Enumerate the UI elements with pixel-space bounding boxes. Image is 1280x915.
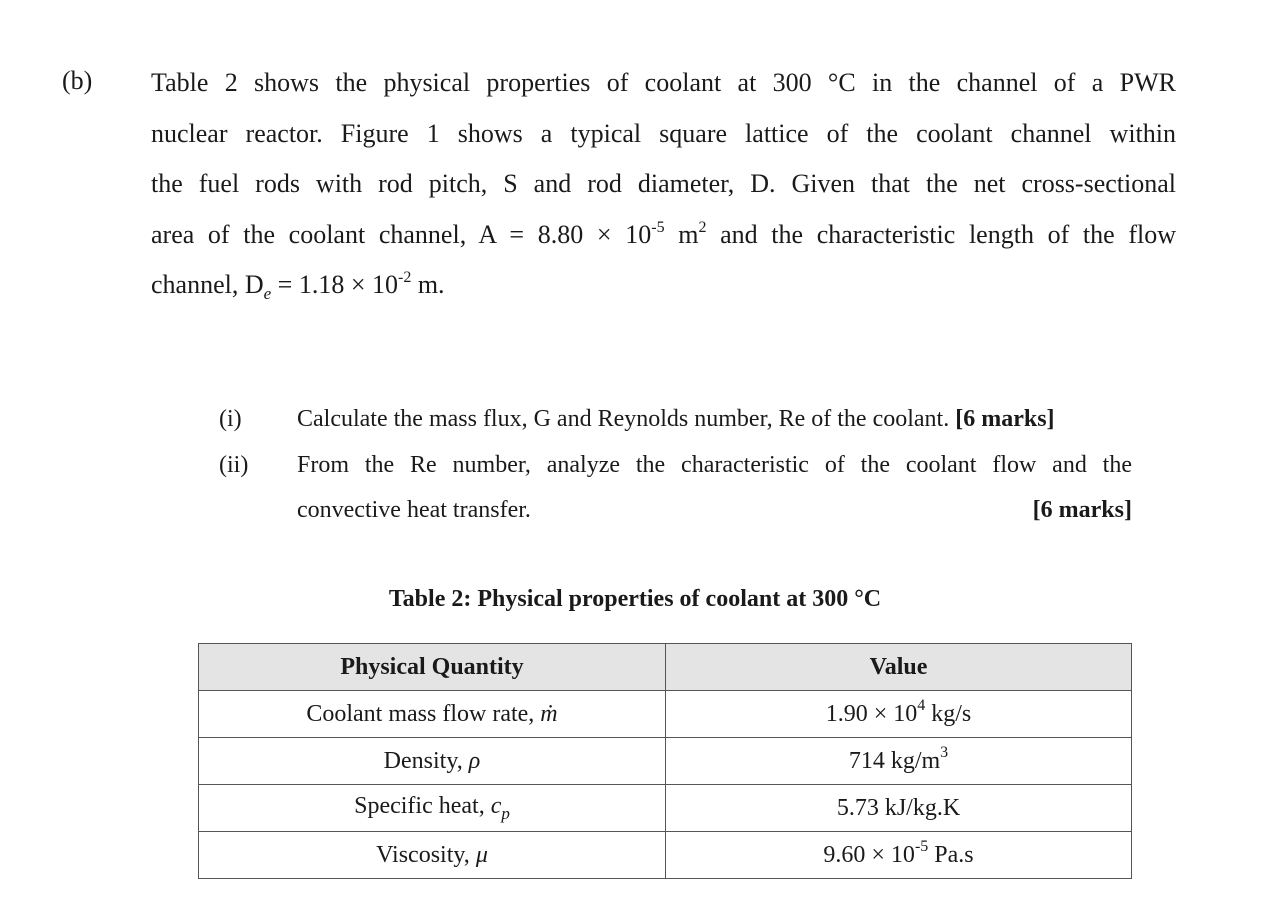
marks-label: [6 marks] xyxy=(955,406,1055,432)
question-paragraph xyxy=(151,58,1176,320)
value-exponent: 4 xyxy=(917,696,926,714)
value-cell xyxy=(666,832,1132,879)
header-quantity: Physical Quantity xyxy=(199,644,666,691)
quantity-label: Viscosity, xyxy=(376,841,476,868)
paragraph-line: Table 2 shows the physical properties of coolant at 300 °C in the channel of a PWR xyxy=(151,68,1176,97)
value-text: 714 kg/m xyxy=(848,747,941,774)
quantity-symbol: ρ xyxy=(468,747,481,774)
paragraph-line-area xyxy=(151,210,1176,261)
quantity-label: Density, xyxy=(383,747,469,774)
table-header-row xyxy=(199,644,1132,691)
quantity-cell xyxy=(199,738,666,785)
quantity-symbol: ṁ xyxy=(540,700,558,727)
area-tail: and the characteristic length of the flow xyxy=(706,219,1176,249)
area-unit-exponent: 2 xyxy=(698,218,707,236)
question-text: convective heat transfer. xyxy=(297,497,531,523)
area-exponent: -5 xyxy=(651,218,665,236)
de-exponent: -2 xyxy=(398,269,412,286)
area-text: area of the coolant channel, A = 8.80 × 10 xyxy=(151,219,652,249)
marks-label: [6 marks] xyxy=(1032,497,1132,523)
quantity-cell xyxy=(199,691,666,738)
table-row xyxy=(199,785,1132,832)
question-i xyxy=(297,406,1132,433)
area-unit: m xyxy=(664,219,699,249)
table-row xyxy=(199,832,1132,879)
value-cell xyxy=(666,691,1132,738)
value-unit: kg/s xyxy=(925,700,972,727)
quantity-symbol-subscript: p xyxy=(501,803,510,823)
value-text: 1.90 × 10 xyxy=(825,700,918,727)
paragraph-line: nuclear reactor. Figure 1 shows a typical square lattice of the coolant channel within xyxy=(151,118,1176,148)
quantity-symbol: μ xyxy=(475,841,488,868)
value-cell: 5.73 kJ/kg.K xyxy=(666,785,1132,832)
value-exponent: 3 xyxy=(940,743,949,761)
properties-table xyxy=(198,643,1132,879)
table-caption: Table 2: Physical properties of coolant at 300 °C xyxy=(388,586,882,612)
table-row xyxy=(199,691,1132,738)
question-text: Calculate the mass flux, G and Reynolds number, Re of the coolant. xyxy=(297,406,950,432)
de-text: channel, D xyxy=(151,270,264,299)
quantity-cell xyxy=(199,785,666,832)
value-unit: Pa.s xyxy=(928,841,974,868)
question-number: (ii) xyxy=(219,452,249,478)
value-exponent: -5 xyxy=(914,837,929,855)
question-number: (i) xyxy=(219,406,242,432)
quantity-symbol: c xyxy=(490,792,502,819)
header-value: Value xyxy=(666,644,1132,691)
de-subscript: e xyxy=(263,284,272,304)
question-ii-line2 xyxy=(297,497,1132,524)
paragraph-line-de xyxy=(151,260,1176,320)
value-text: 9.60 × 10 xyxy=(823,841,915,868)
quantity-cell xyxy=(199,832,666,879)
quantity-label: Specific heat, xyxy=(354,792,491,819)
part-label: (b) xyxy=(62,66,93,95)
paragraph-line: the fuel rods with rod pitch, S and rod diameter, D. Given that the net cross-sectional xyxy=(151,169,1176,198)
de-value: = 1.18 × 10 xyxy=(271,270,398,299)
value-cell xyxy=(666,738,1132,785)
de-unit: m. xyxy=(411,270,445,299)
table-row xyxy=(199,738,1132,785)
quantity-label: Coolant mass flow rate, xyxy=(306,700,541,727)
question-ii-line1: From the Re number, analyze the characteristic of the coolant flow and the xyxy=(297,452,1132,478)
